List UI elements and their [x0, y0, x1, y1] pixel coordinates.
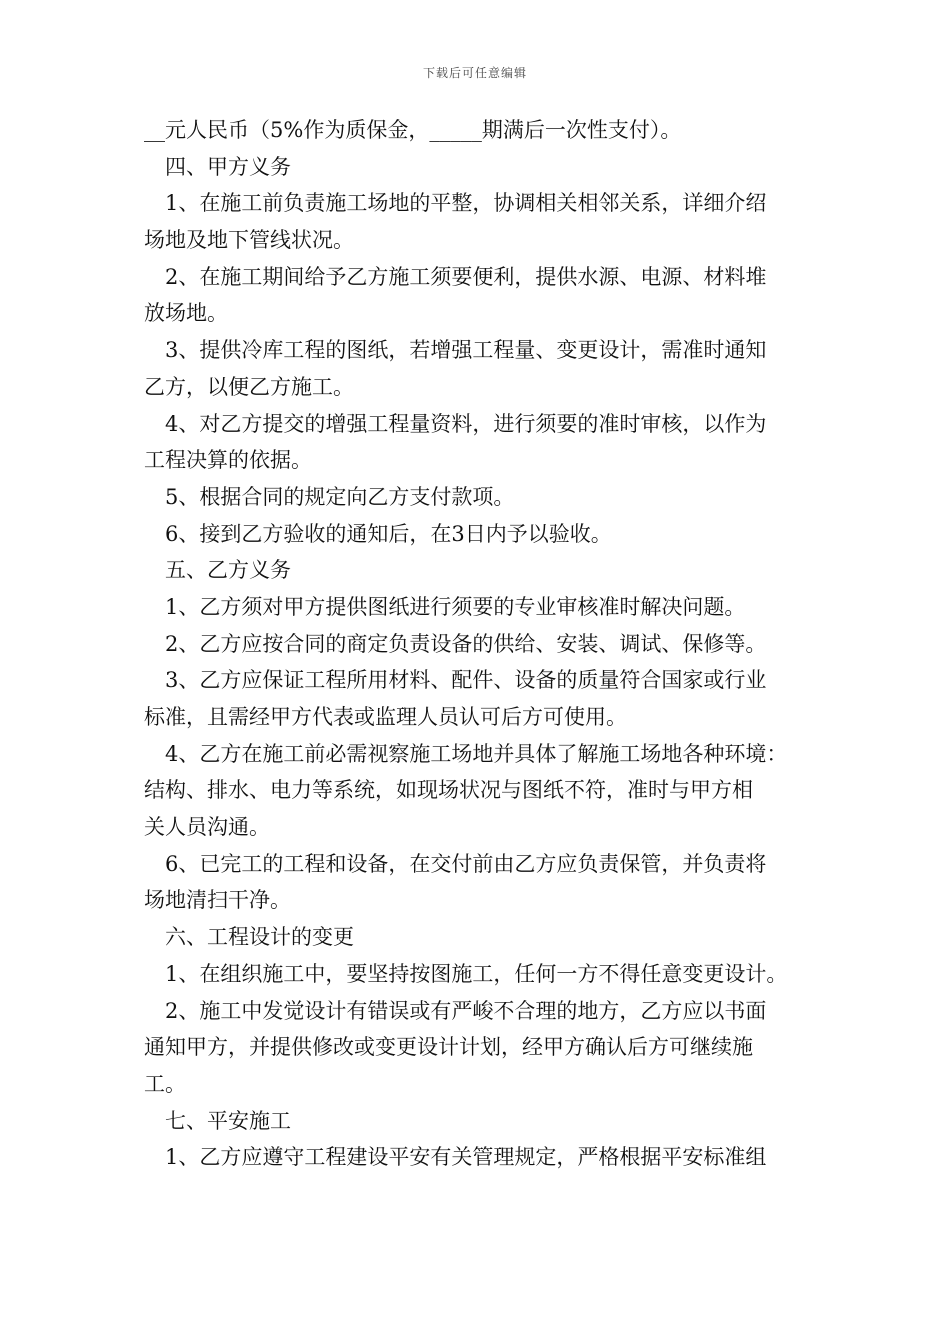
text-line-5: 2、在施工期间给予乙方施工须要便利，提供水源、电源、材料堆 — [165, 264, 767, 289]
text-line-18: 4、乙方在施工前必需视察施工场地并具体了解施工场地各种环境： — [165, 741, 788, 766]
text-line-22: 场地清扫干净。 — [144, 888, 291, 913]
text-line-3: 1、在施工前负责施工场地的平整，协调相关相邻关系，详细介绍 — [165, 191, 767, 216]
text-line-6: 放场地。 — [144, 301, 228, 326]
text-line-1: __元人民币（5%作为质保金，_____期满后一次性支付）。 — [144, 118, 682, 142]
page-header: 下载后可任意编辑 — [422, 66, 527, 80]
text-line-16: 3、乙方应保证工程所用材料、配件、设备的质量符合国家或行业 — [165, 668, 767, 693]
section-heading-7: 七、平安施工 — [165, 1108, 291, 1133]
text-line-25: 2、施工中发觉设计有错误或有严峻不合理的地方，乙方应以书面 — [165, 998, 767, 1023]
text-line-4: 场地及地下管线状况。 — [144, 228, 354, 253]
text-line-15: 2、乙方应按合同的商定负责设备的供给、安装、调试、保修等。 — [165, 631, 767, 656]
text-line-9: 4、对乙方提交的增强工程量资料，进行须要的准时审核，以作为 — [165, 411, 767, 436]
document-body — [144, 112, 810, 1176]
text-line-7: 3、提供冷库工程的图纸，若增强工程量、变更设计，需准时通知 — [165, 338, 767, 363]
text-line-27: 工。 — [144, 1071, 186, 1096]
section-heading-6: 六、工程设计的变更 — [165, 925, 354, 950]
text-line-10: 工程决算的依据。 — [144, 448, 312, 473]
text-line-24: 1、在组织施工中，要坚持按图施工，任何一方不得任意变更设计。 — [165, 961, 788, 986]
text-line-19: 结构、排水、电力等系统，如现场状况与图纸不符，准时与甲方相 — [144, 778, 753, 803]
text-line-26: 通知甲方，并提供修改或变更设计计划，经甲方确认后方可继续施 — [144, 1035, 753, 1060]
text-line-21: 6、已完工的工程和设备，在交付前由乙方应负责保管，并负责将 — [165, 851, 767, 876]
text-line-8: 乙方，以便乙方施工。 — [144, 374, 354, 399]
text-line-29: 1、乙方应遵守工程建设平安有关管理规定，严格根据平安标准组 — [165, 1145, 767, 1170]
text-line-12: 6、接到乙方验收的通知后，在3日内予以验收。 — [165, 521, 612, 546]
section-heading-4: 四、甲方义务 — [165, 154, 291, 179]
section-heading-5: 五、乙方义务 — [165, 558, 291, 583]
text-line-17: 标准，且需经甲方代表或监理人员认可后方可使用。 — [144, 705, 627, 729]
text-line-20: 关人员沟通。 — [144, 815, 270, 840]
text-line-11: 5、根据合同的规定向乙方支付款项。 — [165, 484, 515, 509]
text-line-14: 1、乙方须对甲方提供图纸进行须要的专业审核准时解决问题。 — [165, 594, 746, 619]
